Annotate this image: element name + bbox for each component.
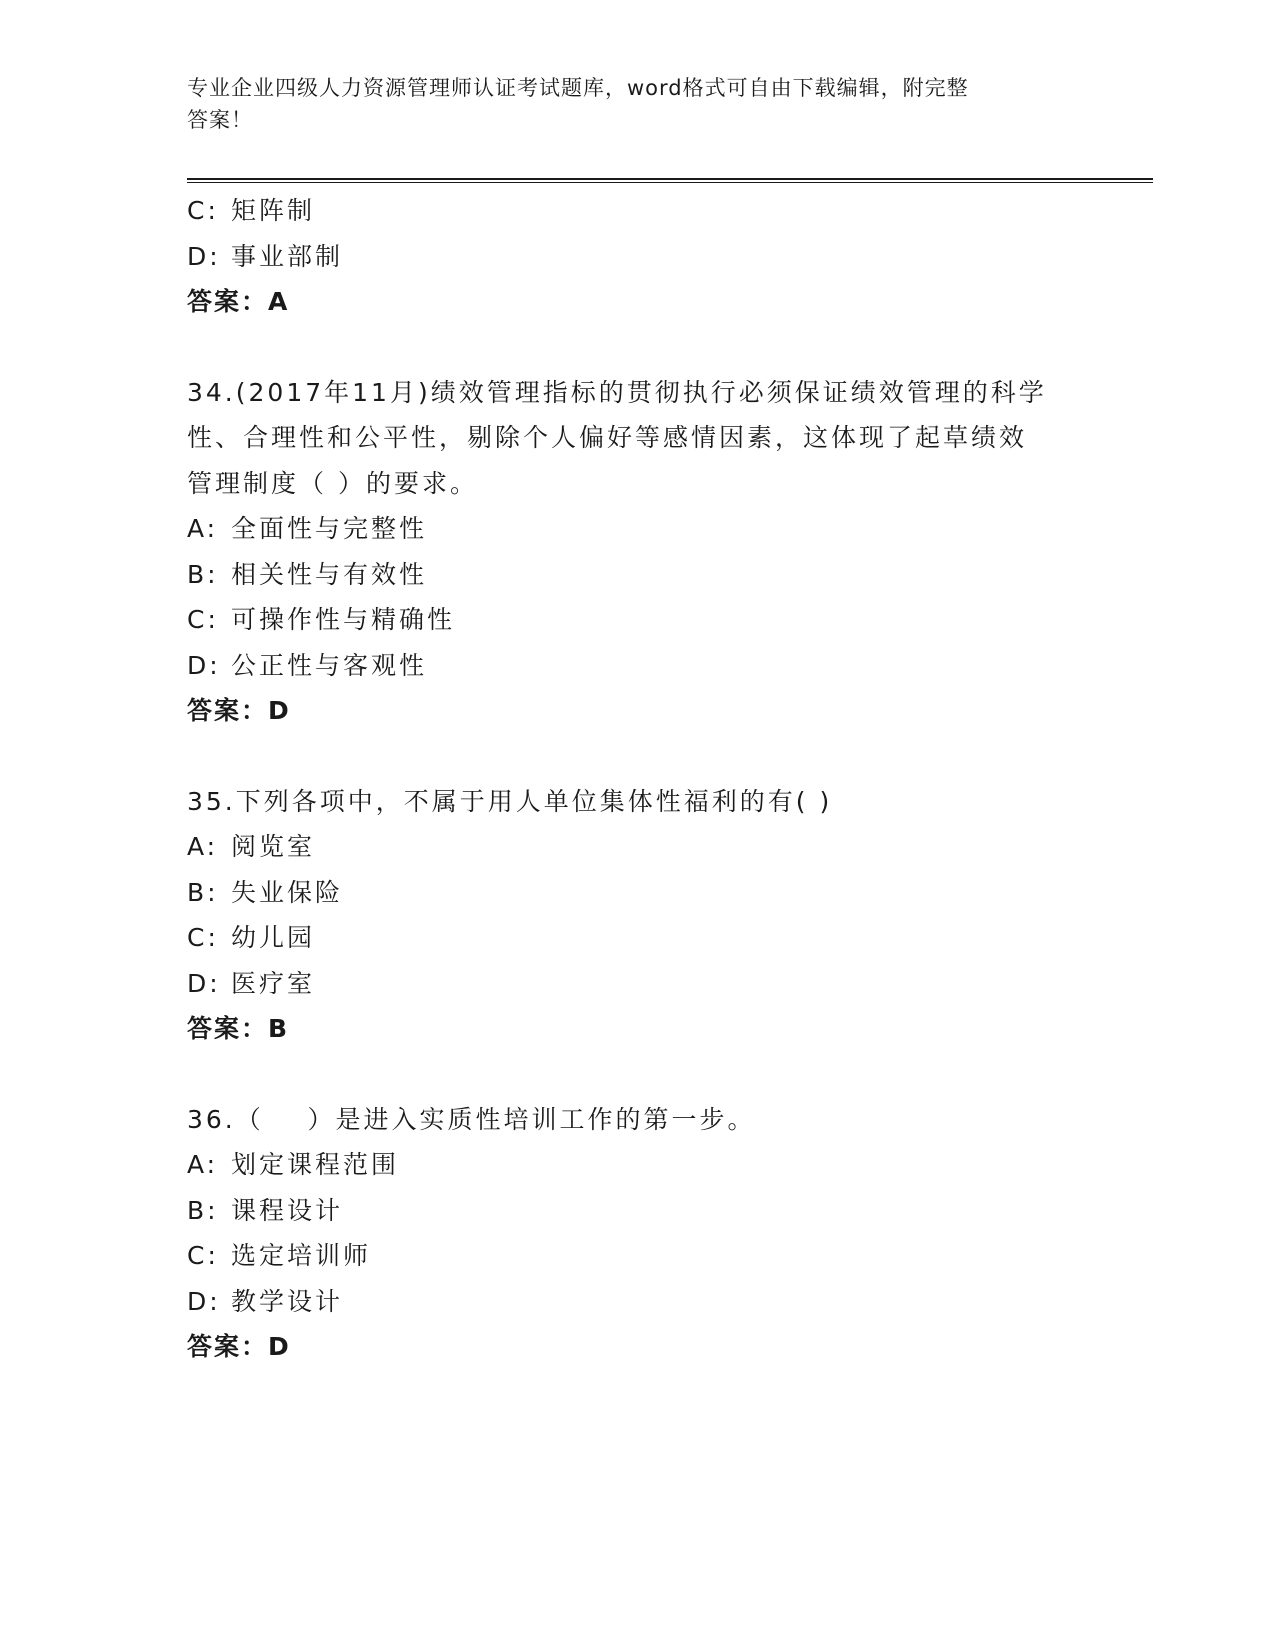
- stem-line: 34.(2017年11月)绩效管理指标的贯彻执行必须保证绩效管理的科学: [187, 377, 1047, 407]
- option-text: 划定课程范围: [231, 1150, 400, 1179]
- option-text: 幼儿园: [231, 923, 316, 952]
- option-d: [187, 234, 1087, 280]
- stem-line: 36.（ ）是进入实质性培训工作的第一步。: [187, 1104, 756, 1134]
- option-letter: A:: [187, 514, 219, 543]
- option-letter: A:: [187, 832, 219, 861]
- answer-line: 答案：D: [187, 696, 291, 725]
- option-text: 矩阵制: [231, 196, 316, 225]
- option-text: 事业部制: [231, 241, 344, 271]
- option-c: [187, 597, 1087, 643]
- spacer: [187, 1052, 1087, 1097]
- option-text: 失业保险: [231, 877, 344, 907]
- option-text: 相关性与有效性: [231, 559, 428, 589]
- option-letter: D:: [187, 1286, 221, 1316]
- question-36: [187, 1097, 1087, 1370]
- option-d: [187, 961, 1087, 1007]
- option-letter: D:: [187, 650, 221, 680]
- option-a: [187, 1142, 1087, 1188]
- question-stem: [187, 370, 1087, 507]
- stem-line: 35.下列各项中，不属于用人单位集体性福利的有( ): [187, 786, 833, 816]
- option-text: 阅览室: [231, 832, 316, 861]
- option-letter: A:: [187, 1150, 219, 1179]
- option-letter: B:: [187, 559, 219, 589]
- option-c: [187, 1233, 1087, 1279]
- stem-line: 性、合理性和公平性，剔除个人偏好等感情因素，这体现了起草绩效: [187, 423, 1028, 452]
- option-c: [187, 188, 1087, 234]
- answer-line: 答案：A: [187, 287, 290, 316]
- option-letter: B:: [187, 1195, 219, 1225]
- option-text: 医疗室: [231, 968, 316, 998]
- option-b: [187, 870, 1087, 916]
- option-letter: C:: [187, 1241, 219, 1270]
- option-text: 课程设计: [231, 1195, 344, 1225]
- option-letter: D:: [187, 968, 221, 998]
- question-stem: [187, 779, 1087, 825]
- header-line-2: 答案！: [187, 108, 253, 132]
- spacer: [187, 325, 1087, 370]
- option-a: [187, 824, 1087, 870]
- stem-line: 管理制度（ ）的要求。: [187, 468, 478, 498]
- prev-question-tail: [187, 188, 1087, 325]
- option-letter: C:: [187, 196, 219, 225]
- header-divider-thin: [187, 182, 1153, 183]
- option-b: [187, 1188, 1087, 1234]
- spacer: [187, 734, 1087, 779]
- option-text: 全面性与完整性: [231, 514, 428, 543]
- option-text: 选定培训师: [231, 1241, 372, 1270]
- option-b: [187, 552, 1087, 598]
- header-divider: [187, 178, 1153, 180]
- answer-line: 答案：D: [187, 1332, 291, 1361]
- option-text: 可操作性与精确性: [231, 605, 456, 634]
- option-letter: C:: [187, 923, 219, 952]
- answer-line: 答案：B: [187, 1014, 290, 1043]
- option-text: 教学设计: [231, 1286, 344, 1316]
- header-line-1: 专业企业四级人力资源管理师认证考试题库，word格式可自由下载编辑，附完整: [187, 76, 969, 100]
- option-letter: B:: [187, 877, 219, 907]
- question-stem: [187, 1097, 1087, 1143]
- question-list: [187, 188, 1087, 1370]
- option-d: [187, 643, 1087, 689]
- question-34: [187, 370, 1087, 734]
- question-35: [187, 779, 1087, 1052]
- option-letter: D:: [187, 241, 221, 271]
- option-d: [187, 1279, 1087, 1325]
- document-header: [187, 72, 1067, 136]
- option-a: [187, 506, 1087, 552]
- option-letter: C:: [187, 605, 219, 634]
- option-c: [187, 915, 1087, 961]
- option-text: 公正性与客观性: [231, 650, 428, 680]
